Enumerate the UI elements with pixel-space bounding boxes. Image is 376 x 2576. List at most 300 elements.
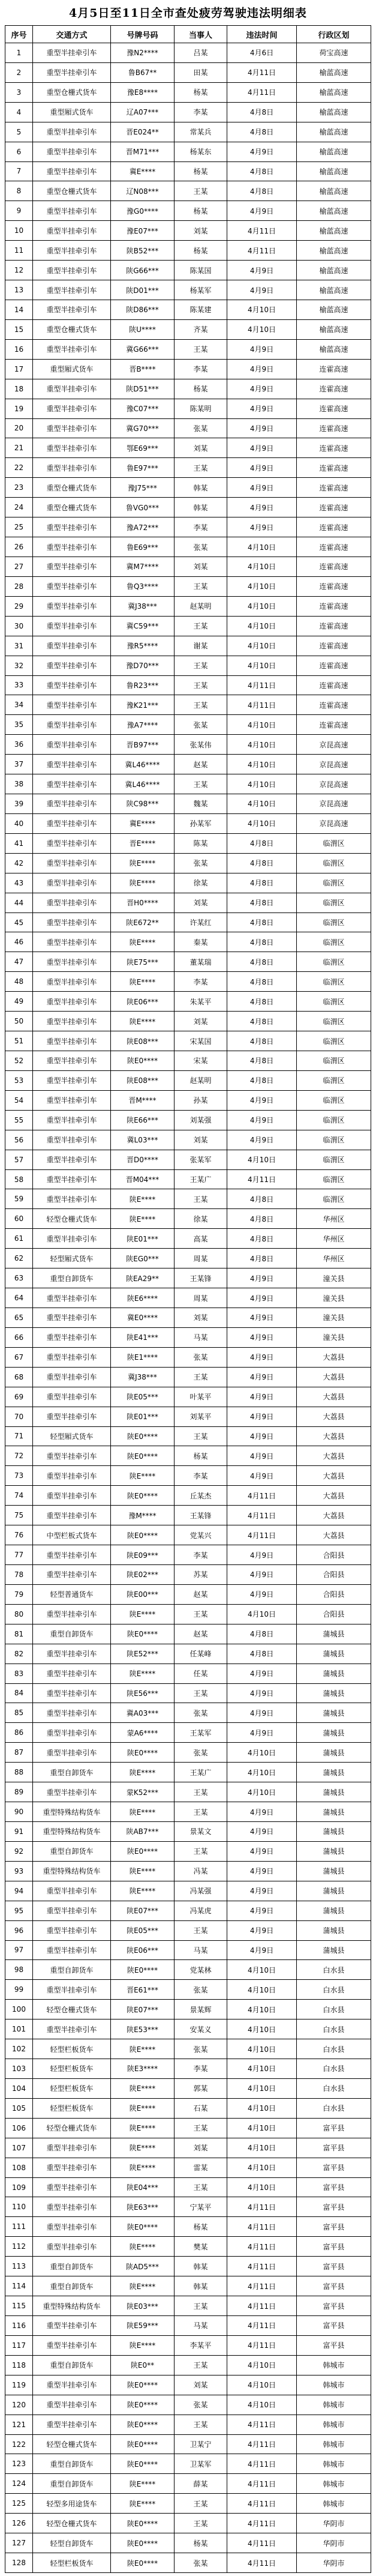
row-index: 26	[5, 537, 33, 557]
row-district: 蒲城县	[297, 1644, 371, 1664]
row-index: 77	[5, 1545, 33, 1565]
row-violation-date: 4月10日	[227, 656, 297, 676]
row-party: 景某辉	[175, 2000, 227, 2019]
row-plate-number: 陕E672**	[111, 913, 175, 933]
table-row	[5, 2099, 371, 2119]
row-vehicle-type: 重型厢式货车	[33, 103, 111, 122]
row-vehicle-type: 重型半挂牵引车	[33, 43, 111, 63]
row-district: 临渭区	[297, 873, 371, 893]
row-index: 97	[5, 1941, 33, 1961]
row-district: 榆蓝高速	[297, 241, 371, 261]
row-vehicle-type: 重型半挂牵引车	[33, 1111, 111, 1130]
row-plate-number: 冀E****	[111, 814, 175, 834]
row-vehicle-type: 重型半挂牵引车	[33, 794, 111, 814]
table-row	[5, 735, 371, 755]
table-row	[5, 419, 371, 439]
row-index: 61	[5, 1229, 33, 1249]
row-index: 120	[5, 2395, 33, 2415]
row-vehicle-type: 重型半挂牵引车	[33, 63, 111, 83]
row-vehicle-type: 重型半挂牵引车	[33, 2237, 111, 2257]
row-index: 76	[5, 1525, 33, 1545]
row-index: 19	[5, 399, 33, 419]
row-index: 1	[5, 43, 33, 63]
row-district: 韩城市	[297, 2415, 371, 2435]
row-vehicle-type: 重型仓栅式货车	[33, 181, 111, 201]
row-party: 李某	[175, 360, 227, 379]
row-plate-number: 豫M****	[111, 1506, 175, 1525]
row-vehicle-type: 轻型栏板货车	[33, 2059, 111, 2079]
row-plate-number: 陕E0****	[111, 1960, 175, 1980]
row-party: 孙某军	[175, 814, 227, 834]
row-index: 100	[5, 2000, 33, 2019]
row-party: 李某	[175, 2059, 227, 2079]
row-vehicle-type: 重型半挂牵引车	[33, 1664, 111, 1684]
row-district: 蒲城县	[297, 1822, 371, 1842]
row-plate-number: 陕EG0***	[111, 1249, 175, 1268]
row-plate-number: 冀C59***	[111, 617, 175, 636]
row-plate-number: 陕E****	[111, 1189, 175, 1209]
row-vehicle-type: 轻型栏板货车	[33, 2553, 111, 2573]
table-row	[5, 1387, 371, 1407]
row-index: 6	[5, 142, 33, 162]
row-index: 60	[5, 1209, 33, 1229]
row-district: 临渭区	[297, 1051, 371, 1071]
row-plate-number: 陕E41***	[111, 1328, 175, 1348]
row-district: 潼关县	[297, 1328, 371, 1348]
row-plate-number: 陕E****	[111, 1862, 175, 1881]
row-vehicle-type: 重型半挂牵引车	[33, 597, 111, 617]
row-party: 冯某虎	[175, 1901, 227, 1921]
row-district: 华阴市	[297, 2553, 371, 2573]
header-cell: 行政区划	[297, 26, 371, 43]
row-index: 68	[5, 1368, 33, 1387]
row-index: 66	[5, 1328, 33, 1348]
row-vehicle-type: 重型自卸货车	[33, 1624, 111, 1644]
table-row	[5, 1091, 371, 1111]
row-plate-number: 陕E1****	[111, 1348, 175, 1368]
row-index: 95	[5, 1901, 33, 1921]
table-header-row	[5, 26, 371, 43]
row-violation-date: 4月10日	[227, 735, 297, 755]
table-row	[5, 2533, 371, 2553]
row-violation-date: 4月11日	[227, 2474, 297, 2494]
row-plate-number: 豫E07***	[111, 221, 175, 241]
row-vehicle-type: 轻型仓栅式货车	[33, 1209, 111, 1229]
row-index: 8	[5, 181, 33, 201]
table-row	[5, 458, 371, 478]
row-violation-date: 4月10日	[227, 617, 297, 636]
table-row	[5, 1229, 371, 1249]
row-party: 陈某建	[175, 300, 227, 320]
row-plate-number: 陕E****	[111, 1605, 175, 1624]
table-row	[5, 2059, 371, 2079]
row-vehicle-type: 重型半挂牵引车	[33, 1921, 111, 1941]
row-vehicle-type: 重型半挂牵引车	[33, 695, 111, 715]
row-vehicle-type: 重型仓栅式货车	[33, 83, 111, 103]
row-party: 朱某平	[175, 992, 227, 1012]
row-violation-date: 4月10日	[227, 557, 297, 577]
row-vehicle-type: 重型半挂牵引车	[33, 1723, 111, 1743]
row-party: 徐某	[175, 873, 227, 893]
row-plate-number: 豫A72***	[111, 517, 175, 537]
row-vehicle-type: 重型半挂牵引车	[33, 1407, 111, 1427]
row-plate-number: 晋M71***	[111, 142, 175, 162]
row-party: 李某平	[175, 2336, 227, 2356]
row-district: 连霍高速	[297, 577, 371, 597]
row-index: 74	[5, 1486, 33, 1506]
row-violation-date: 4月11日	[227, 2336, 297, 2356]
row-vehicle-type: 重型半挂牵引车	[33, 300, 111, 320]
table-row	[5, 1209, 371, 1229]
row-district: 临渭区	[297, 1111, 371, 1130]
row-violation-date: 4月8日	[227, 1229, 297, 1249]
row-violation-date: 4月10日	[227, 1763, 297, 1782]
row-party: 刘某	[175, 221, 227, 241]
row-plate-number: 陕E****	[111, 2474, 175, 2494]
row-plate-number: 晋E024**	[111, 122, 175, 142]
row-violation-date: 4月10日	[227, 1605, 297, 1624]
row-index: 50	[5, 1012, 33, 1031]
row-vehicle-type: 重型半挂牵引车	[33, 1288, 111, 1308]
row-violation-date: 4月11日	[227, 2237, 297, 2257]
row-district: 连霍高速	[297, 379, 371, 399]
row-vehicle-type: 重型半挂牵引车	[33, 577, 111, 597]
table-row	[5, 300, 371, 320]
row-plate-number: 陕E****	[111, 1012, 175, 1031]
row-index: 105	[5, 2099, 33, 2119]
row-index: 53	[5, 1071, 33, 1091]
row-violation-date: 4月10日	[227, 755, 297, 774]
row-plate-number: 蒙K52***	[111, 1782, 175, 1802]
row-violation-date: 4月8日	[227, 873, 297, 893]
table-row	[5, 1189, 371, 1209]
row-district: 白水县	[297, 2019, 371, 2039]
row-index: 52	[5, 1051, 33, 1071]
row-plate-number: 豫A7****	[111, 715, 175, 735]
row-vehicle-type: 重型半挂牵引车	[33, 814, 111, 834]
row-plate-number: 冀L03***	[111, 1130, 175, 1150]
row-plate-number: 陕E0**	[111, 2356, 175, 2375]
row-plate-number: 陕E****	[111, 2494, 175, 2514]
row-party: 赵某	[175, 1585, 227, 1605]
row-vehicle-type: 重型半挂牵引车	[33, 2217, 111, 2237]
row-party: 刘某	[175, 2138, 227, 2158]
row-vehicle-type: 重型半挂牵引车	[33, 1565, 111, 1585]
row-district: 榆蓝高速	[297, 261, 371, 280]
row-plate-number: 陕E00***	[111, 1585, 175, 1605]
row-plate-number: 陕E****	[111, 854, 175, 873]
row-district: 榆蓝高速	[297, 181, 371, 201]
row-index: 128	[5, 2553, 33, 2573]
table-row	[5, 2316, 371, 2336]
row-party: 王某	[175, 2119, 227, 2138]
row-party: 郭某	[175, 2079, 227, 2099]
row-violation-date: 4月8日	[227, 162, 297, 182]
row-district: 连霍高速	[297, 715, 371, 735]
row-party: 王某	[175, 458, 227, 478]
row-plate-number: 陕E****	[111, 1209, 175, 1229]
row-plate-number: 鲁VG0***	[111, 498, 175, 517]
row-index: 79	[5, 1585, 33, 1605]
row-violation-date: 4月9日	[227, 1466, 297, 1486]
row-party: 杨某	[175, 379, 227, 399]
row-vehicle-type: 轻型仓栅式货车	[33, 2000, 111, 2019]
table-row	[5, 1486, 371, 1506]
row-index: 33	[5, 676, 33, 696]
table-row	[5, 1822, 371, 1842]
row-district: 韩城市	[297, 2474, 371, 2494]
row-district: 连霍高速	[297, 399, 371, 419]
header-cell: 序号	[5, 26, 33, 43]
row-vehicle-type: 重型半挂牵引车	[33, 1901, 111, 1921]
row-plate-number: 陕E0****	[111, 1051, 175, 1071]
row-plate-number: 陕E0****	[111, 1743, 175, 1763]
row-index: 75	[5, 1506, 33, 1525]
row-index: 98	[5, 1960, 33, 1980]
row-vehicle-type: 重型半挂牵引车	[33, 2019, 111, 2039]
row-party: 王某	[175, 1189, 227, 1209]
table-row	[5, 2553, 371, 2573]
row-plate-number: 冀G66***	[111, 340, 175, 360]
row-index: 88	[5, 1763, 33, 1782]
row-district: 临渭区	[297, 972, 371, 992]
row-party: 赵某明	[175, 1071, 227, 1091]
row-index: 123	[5, 2454, 33, 2474]
row-party: 谢某	[175, 636, 227, 656]
row-district: 大荔县	[297, 1407, 371, 1427]
row-party: 赵某明	[175, 597, 227, 617]
row-vehicle-type: 重型半挂牵引车	[33, 1368, 111, 1387]
row-party: 刘某	[175, 557, 227, 577]
row-violation-date: 4月9日	[227, 280, 297, 300]
row-vehicle-type: 重型仓栅式货车	[33, 498, 111, 517]
row-vehicle-type: 重型半挂牵引车	[33, 774, 111, 794]
table-row	[5, 1703, 371, 1723]
row-index: 5	[5, 122, 33, 142]
row-district: 蒲城县	[297, 1664, 371, 1684]
row-vehicle-type: 轻型多用途货车	[33, 2494, 111, 2514]
row-district: 白水县	[297, 2039, 371, 2059]
row-index: 51	[5, 1031, 33, 1051]
row-party: 冯某	[175, 1862, 227, 1881]
row-violation-date: 4月10日	[227, 577, 297, 597]
row-violation-date: 4月8日	[227, 1644, 297, 1664]
row-party: 杨某	[175, 83, 227, 103]
table-row	[5, 1427, 371, 1447]
row-vehicle-type: 重型半挂牵引车	[33, 1308, 111, 1328]
row-vehicle-type: 重型半挂牵引车	[33, 379, 111, 399]
row-index: 113	[5, 2257, 33, 2276]
row-plate-number: 陕E****	[111, 2079, 175, 2099]
row-party: 丘某杰	[175, 1486, 227, 1506]
row-vehicle-type: 轻型栏板货车	[33, 2039, 111, 2059]
row-vehicle-type: 重型半挂牵引车	[33, 1644, 111, 1664]
row-party: 王某军	[175, 1723, 227, 1743]
row-violation-date: 4月8日	[227, 893, 297, 913]
row-index: 3	[5, 83, 33, 103]
table-row	[5, 617, 371, 636]
row-vehicle-type: 重型自卸货车	[33, 2356, 111, 2375]
row-district: 蒲城县	[297, 1723, 371, 1743]
row-index: 71	[5, 1427, 33, 1447]
row-vehicle-type: 重型半挂牵引车	[33, 1229, 111, 1249]
row-vehicle-type: 重型特殊结构货车	[33, 2296, 111, 2316]
row-plate-number: 陕E****	[111, 932, 175, 952]
row-vehicle-type: 重型半挂牵引车	[33, 122, 111, 142]
row-plate-number: 冀J38***	[111, 1368, 175, 1387]
row-index: 36	[5, 735, 33, 755]
row-party: 杨某	[175, 2533, 227, 2553]
row-index: 23	[5, 478, 33, 498]
row-plate-number: 陕E0****	[111, 2415, 175, 2435]
row-plate-number: 晋M04***	[111, 1170, 175, 1190]
row-violation-date: 4月9日	[227, 1348, 297, 1368]
row-party: 王某广	[175, 1763, 227, 1782]
row-district: 韩城市	[297, 2494, 371, 2514]
table-row	[5, 1980, 371, 2000]
row-plate-number: 陕E****	[111, 2039, 175, 2059]
row-index: 27	[5, 557, 33, 577]
row-violation-date: 4月9日	[227, 1328, 297, 1348]
row-violation-date: 4月10日	[227, 1782, 297, 1802]
row-district: 合阳县	[297, 1545, 371, 1565]
row-plate-number: 陕U****	[111, 320, 175, 340]
row-party: 吕某	[175, 43, 227, 63]
row-plate-number: 陕E56***	[111, 1684, 175, 1704]
row-vehicle-type: 重型半挂牵引车	[33, 1486, 111, 1506]
row-district: 白水县	[297, 2059, 371, 2079]
row-violation-date: 4月10日	[227, 814, 297, 834]
row-party: 赵某	[175, 1624, 227, 1644]
row-party: 宁某平	[175, 2197, 227, 2217]
row-plate-number: 陕AD5***	[111, 2257, 175, 2276]
row-party: 张某	[175, 1703, 227, 1723]
table-row	[5, 834, 371, 854]
table-row	[5, 1862, 371, 1881]
row-plate-number: 蒙A6****	[111, 1723, 175, 1743]
row-party: 刘某	[175, 1012, 227, 1031]
row-party: 任某	[175, 1664, 227, 1684]
row-district: 蒲城县	[297, 1743, 371, 1763]
row-district: 榆蓝高速	[297, 103, 371, 122]
row-district: 榆蓝高速	[297, 320, 371, 340]
row-district: 连霍高速	[297, 537, 371, 557]
row-violation-date: 4月11日	[227, 2197, 297, 2217]
table-row	[5, 1170, 371, 1190]
row-party: 张某	[175, 2553, 227, 2573]
row-index: 11	[5, 241, 33, 261]
row-index: 31	[5, 636, 33, 656]
row-vehicle-type: 重型半挂牵引车	[33, 992, 111, 1012]
row-party: 张某伟	[175, 735, 227, 755]
table-row	[5, 1624, 371, 1644]
row-index: 49	[5, 992, 33, 1012]
row-violation-date: 4月10日	[227, 2178, 297, 2198]
row-party: 石某	[175, 2099, 227, 2119]
row-index: 81	[5, 1624, 33, 1644]
row-plate-number: 陕E****	[111, 2276, 175, 2296]
row-violation-date: 4月10日	[227, 2039, 297, 2059]
row-violation-date: 4月9日	[227, 1111, 297, 1130]
table-row	[5, 854, 371, 873]
row-violation-date: 4月9日	[227, 1684, 297, 1704]
row-violation-date: 4月9日	[227, 1881, 297, 1901]
row-index: 126	[5, 2514, 33, 2533]
row-district: 京昆高速	[297, 735, 371, 755]
table-row	[5, 1565, 371, 1585]
row-plate-number: 陕E0****	[111, 1486, 175, 1506]
row-plate-number: 陕E0****	[111, 2435, 175, 2455]
row-vehicle-type: 重型特殊结构货车	[33, 1822, 111, 1842]
row-vehicle-type: 重型半挂牵引车	[33, 537, 111, 557]
row-violation-date: 4月10日	[227, 794, 297, 814]
table-row	[5, 2454, 371, 2474]
row-violation-date: 4月8日	[227, 1071, 297, 1091]
row-plate-number: 陕E3****	[111, 2059, 175, 2079]
row-party: 刘某	[175, 438, 227, 458]
row-violation-date: 4月11日	[227, 241, 297, 261]
row-violation-date: 4月10日	[227, 715, 297, 735]
row-vehicle-type: 重型半挂牵引车	[33, 2415, 111, 2435]
row-vehicle-type: 重型半挂牵引车	[33, 893, 111, 913]
row-vehicle-type: 重型半挂牵引车	[33, 1446, 111, 1466]
row-violation-date: 4月9日	[227, 1091, 297, 1111]
row-vehicle-type: 重型半挂牵引车	[33, 241, 111, 261]
row-party: 王某	[175, 2296, 227, 2316]
row-district: 榆蓝高速	[297, 300, 371, 320]
row-vehicle-type: 重型半挂牵引车	[33, 1031, 111, 1051]
row-violation-date: 4月9日	[227, 1842, 297, 1862]
row-violation-date: 4月8日	[227, 952, 297, 972]
row-plate-number: 晋B****	[111, 360, 175, 379]
row-violation-date: 4月9日	[227, 1288, 297, 1308]
row-index: 57	[5, 1150, 33, 1170]
row-violation-date: 4月11日	[227, 2415, 297, 2435]
table-row	[5, 1921, 371, 1941]
row-index: 118	[5, 2356, 33, 2375]
row-vehicle-type: 重型半挂牵引车	[33, 656, 111, 676]
row-violation-date: 4月8日	[227, 1012, 297, 1031]
row-district: 榆蓝高速	[297, 340, 371, 360]
row-district: 京昆高速	[297, 755, 371, 774]
table-row	[5, 122, 371, 142]
row-violation-date: 4月9日	[227, 1545, 297, 1565]
row-index: 30	[5, 617, 33, 636]
row-violation-date: 4月10日	[227, 2356, 297, 2375]
table-row	[5, 1901, 371, 1921]
row-plate-number: 陕E03***	[111, 2296, 175, 2316]
row-district: 大荔县	[297, 1506, 371, 1525]
row-index: 114	[5, 2276, 33, 2296]
row-party: 刘某强	[175, 1111, 227, 1130]
row-district: 蒲城县	[297, 1763, 371, 1782]
row-plate-number: 鄂E69***	[111, 438, 175, 458]
row-violation-date: 4月11日	[227, 2494, 297, 2514]
row-district: 荷宝高速	[297, 43, 371, 63]
table-row	[5, 43, 371, 63]
row-party: 雷某	[175, 2158, 227, 2178]
row-plate-number: 陕E06***	[111, 1941, 175, 1961]
row-plate-number: 陕E0****	[111, 1525, 175, 1545]
row-plate-number: 陕E****	[111, 2119, 175, 2138]
row-party: 马某	[175, 2316, 227, 2336]
row-party: 王某	[175, 1842, 227, 1862]
row-plate-number: 陕C98***	[111, 794, 175, 814]
row-district: 连霍高速	[297, 517, 371, 537]
row-violation-date: 4月11日	[227, 63, 297, 83]
row-party: 王某	[175, 676, 227, 696]
row-party: 王某	[175, 617, 227, 636]
